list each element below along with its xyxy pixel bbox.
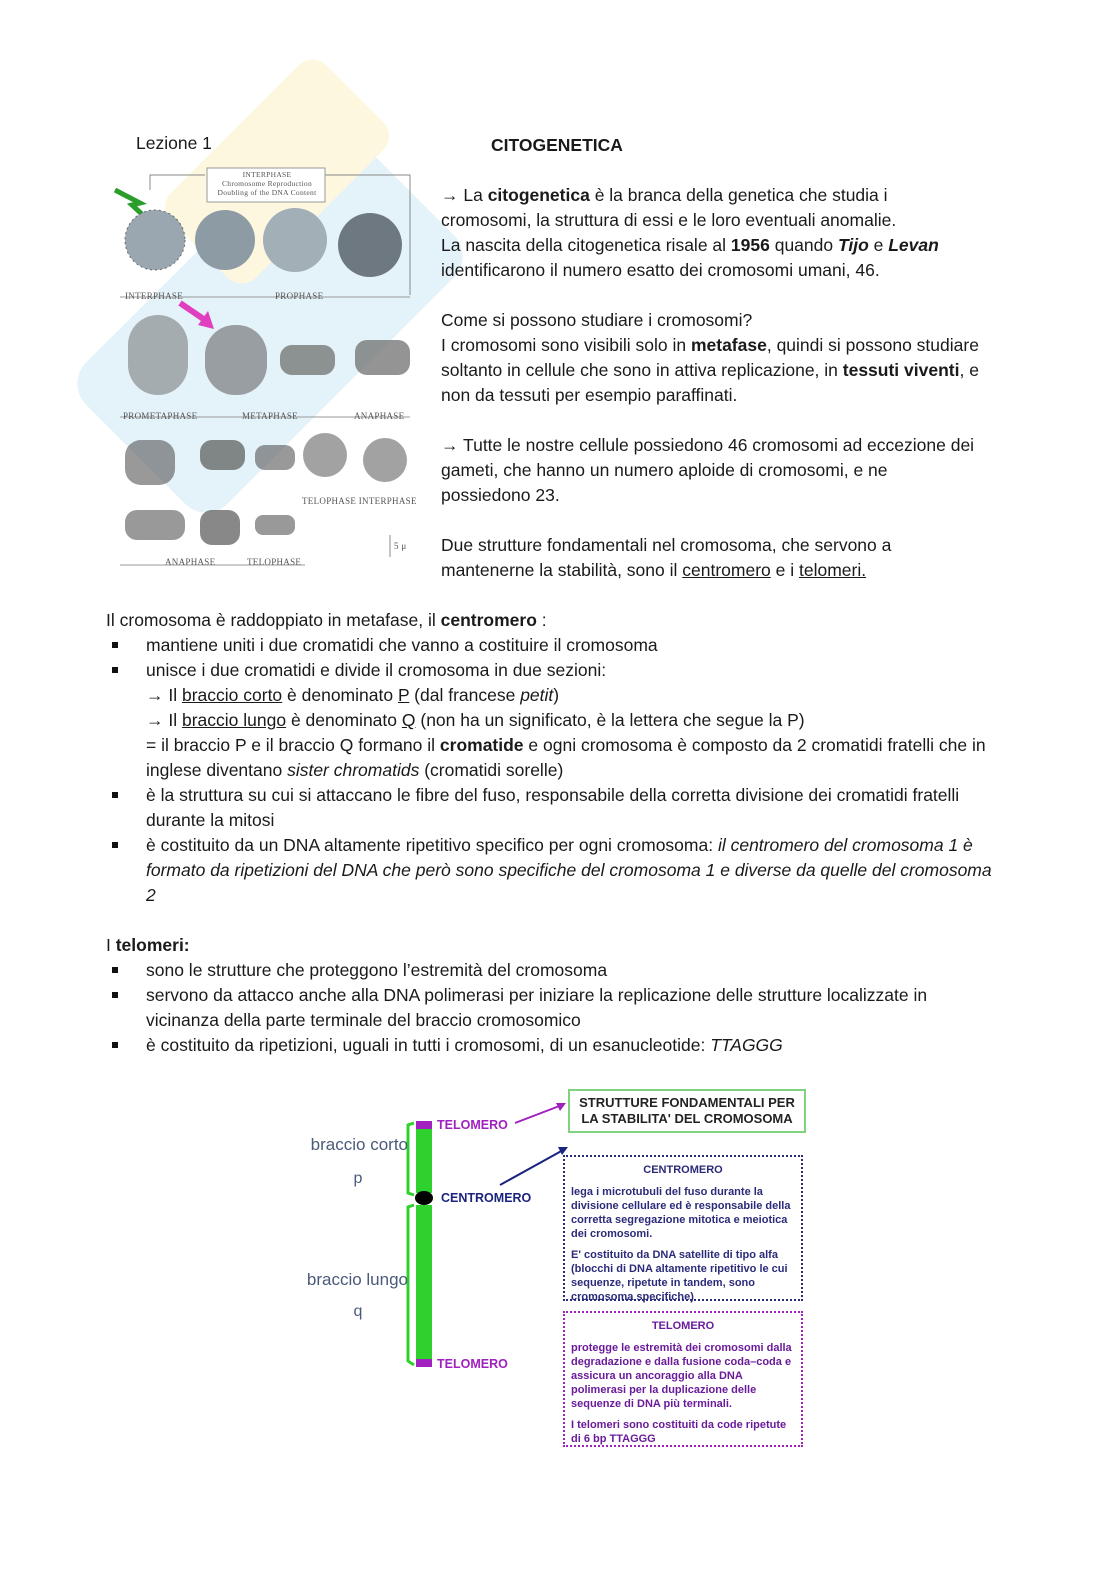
structures-title-box: STRUTTURE FONDAMENTALI PER LA STABILITA' DEL CROMOSOMA (568, 1089, 806, 1133)
intro-p6: Due strutture fondamentali nel cromosoma, che servono a mantenerne la stabilità, sono il centromero e i telomeri. (441, 535, 892, 580)
figure-box-caption: INTERPHASE Chromosome Reproduction Doubling of the DNA Content (217, 170, 317, 197)
telomero-top-label: TELOMERO (437, 1118, 508, 1132)
short-arm-label: braccio corto (310, 1135, 408, 1154)
caption-anaphase-2: ANAPHASE (165, 557, 216, 567)
telomero-box-text-1: protegge le estremità dei cromosomi dalla degradazione e dalla fusione coda–coda e assicura un ancoraggio alla DNA polimerasi per la duplicazione delle sequenze di DNA più terminali. (571, 1342, 792, 1410)
caption-scale: 5 μ (394, 541, 407, 551)
lesson-label: Lezione 1 (136, 133, 212, 153)
centromero-info-box (563, 1155, 803, 1301)
list-item: è costituito da ripetizioni, uguali in tutti i cromosomi, di un esanucleotide: TTAGGG (106, 1033, 996, 1058)
long-arm-label: braccio lungo (306, 1270, 408, 1289)
intro-p3: Come si possono studiare i cromosomi? (441, 310, 753, 330)
sub-item-q: → Il braccio lungo è denominato Q (non ha un significato, è la lettera che segue la P) (146, 710, 805, 730)
centromero-box-text-2: E' costituito da DNA satellite di tipo alfa (blocchi di DNA altamente ripetitivo le cui sequenze, ripetute in tandem, sono cromosoma specifiche) (571, 1249, 788, 1303)
telomero-bottom-label: TELOMERO (437, 1357, 508, 1371)
caption-telophase: TELOPHASE (247, 557, 302, 567)
intro-p5: → Tutte le nostre cellule possiedono 46 cromosomi ad eccezione dei gameti, che hanno un numero aploide di cromosomi, e ne possiedono 23. (441, 435, 975, 505)
centromero-lead: Il cromosoma è raddoppiato in metafase, il centromero : (106, 610, 547, 630)
caption-anaphase: ANAPHASE (354, 411, 405, 421)
caption-interphase: INTERPHASE (125, 291, 184, 301)
chromosome-diagram (290, 1085, 820, 1455)
intro-p1: → La citogenetica è la branca della genetica che studia i cromosomi, la struttura di essi e le loro eventuali anomalie. (441, 185, 897, 230)
intro-p2: La nascita della citogenetica risale al 1956 quando Tijo e Levan identificarono il numero esatto dei cromosomi umani, 46. (441, 235, 939, 280)
telomero-box-heading: TELOMERO (651, 1320, 715, 1332)
sub-item-cromatide: = il braccio P e il braccio Q formano il cromatide e ogni cromosoma è composto da 2 cromatidi fratelli che in inglese diventano sister chromatids (cromatidi sorelle) (146, 735, 986, 780)
centromero-list (106, 633, 996, 908)
centromero-label: CENTROMERO (441, 1191, 532, 1205)
page-title: CITOGENETICA (491, 135, 623, 155)
telomeri-list (106, 958, 996, 1058)
centromero-section (106, 608, 996, 908)
caption-prometaphase: PROMETAPHASE (123, 411, 198, 421)
cell-cycle-illustration (110, 165, 420, 575)
q-label: q (353, 1303, 363, 1320)
intro-p4: I cromosomi sono visibili solo in metafase, quindi si possono studiare soltanto in cellule che sono in attiva replicazione, in tessuti viventi, e non da tessuti per esempio paraffinati. (441, 335, 979, 405)
centromere-dot (415, 1191, 433, 1205)
list-item: è costituito da un DNA altamente ripetitivo specifico per ogni cromosoma: il centromero del cromosoma 1 è formato da ripetizioni del DNA che però sono specifiche del cromosoma 1 e diverse da quelle del cromosoma 2 (106, 833, 996, 908)
caption-prophase: PROPHASE (275, 291, 324, 301)
telomeri-lead: I telomeri: (106, 935, 190, 955)
pointer-telomero (515, 1105, 562, 1123)
centromero-box-text-1: lega i microtubuli del fuso durante la divisione cellulare ed è responsabile della corretta segregazione mitotica e meiotica dei cromosomi. (571, 1186, 791, 1240)
p-label: p (353, 1170, 363, 1187)
telomero-info-box (563, 1311, 803, 1447)
centromero-box-heading: CENTROMERO (643, 1164, 723, 1176)
pointer-centromero (500, 1149, 565, 1185)
caption-metaphase: METAPHASE (242, 411, 298, 421)
telomeri-section (106, 933, 996, 1058)
list-item: mantiene uniti i due cromatidi che vanno a costituire il cromosoma (106, 633, 996, 658)
list-item: servono da attacco anche alla DNA polimerasi per iniziare la replicazione delle strutture localizzate in vicinanza della parte terminale del braccio cromosomico (106, 983, 996, 1033)
telomero-box-text-2: I telomeri sono costituiti da code ripetute di 6 bp TTAGGG (571, 1419, 787, 1445)
list-item: è la struttura su cui si attaccano le fibre del fuso, responsabile della corretta divisione dei cromatidi fratelli durante la mitosi (106, 783, 996, 833)
cell-cycle-figure (110, 165, 420, 575)
caption-telophase-interphase: TELOPHASE INTERPHASE (302, 496, 417, 506)
short-arm-bar (416, 1123, 432, 1193)
long-arm-bar (416, 1205, 432, 1365)
list-item: unisce i due cromatidi e divide il cromosoma in due sezioni: → Il braccio corto è denominato P (dal francese petit) → Il braccio lungo è denominato Q (non ha un significato, è la lettera che segue la P) = il braccio P e il braccio Q formano il cromatide e ogni cromosoma è composto da 2 cromatidi fratelli che in inglese diventano sister chromatids (cromatidi sorelle) (106, 658, 996, 783)
sub-item-p: → Il braccio corto è denominato P (dal francese petit) (146, 685, 560, 705)
telomere-bottom-mark (416, 1359, 432, 1367)
list-item: sono le strutture che proteggono l’estremità del cromosoma (106, 958, 996, 983)
intro-text (441, 183, 981, 583)
telomere-top-mark (416, 1121, 432, 1129)
